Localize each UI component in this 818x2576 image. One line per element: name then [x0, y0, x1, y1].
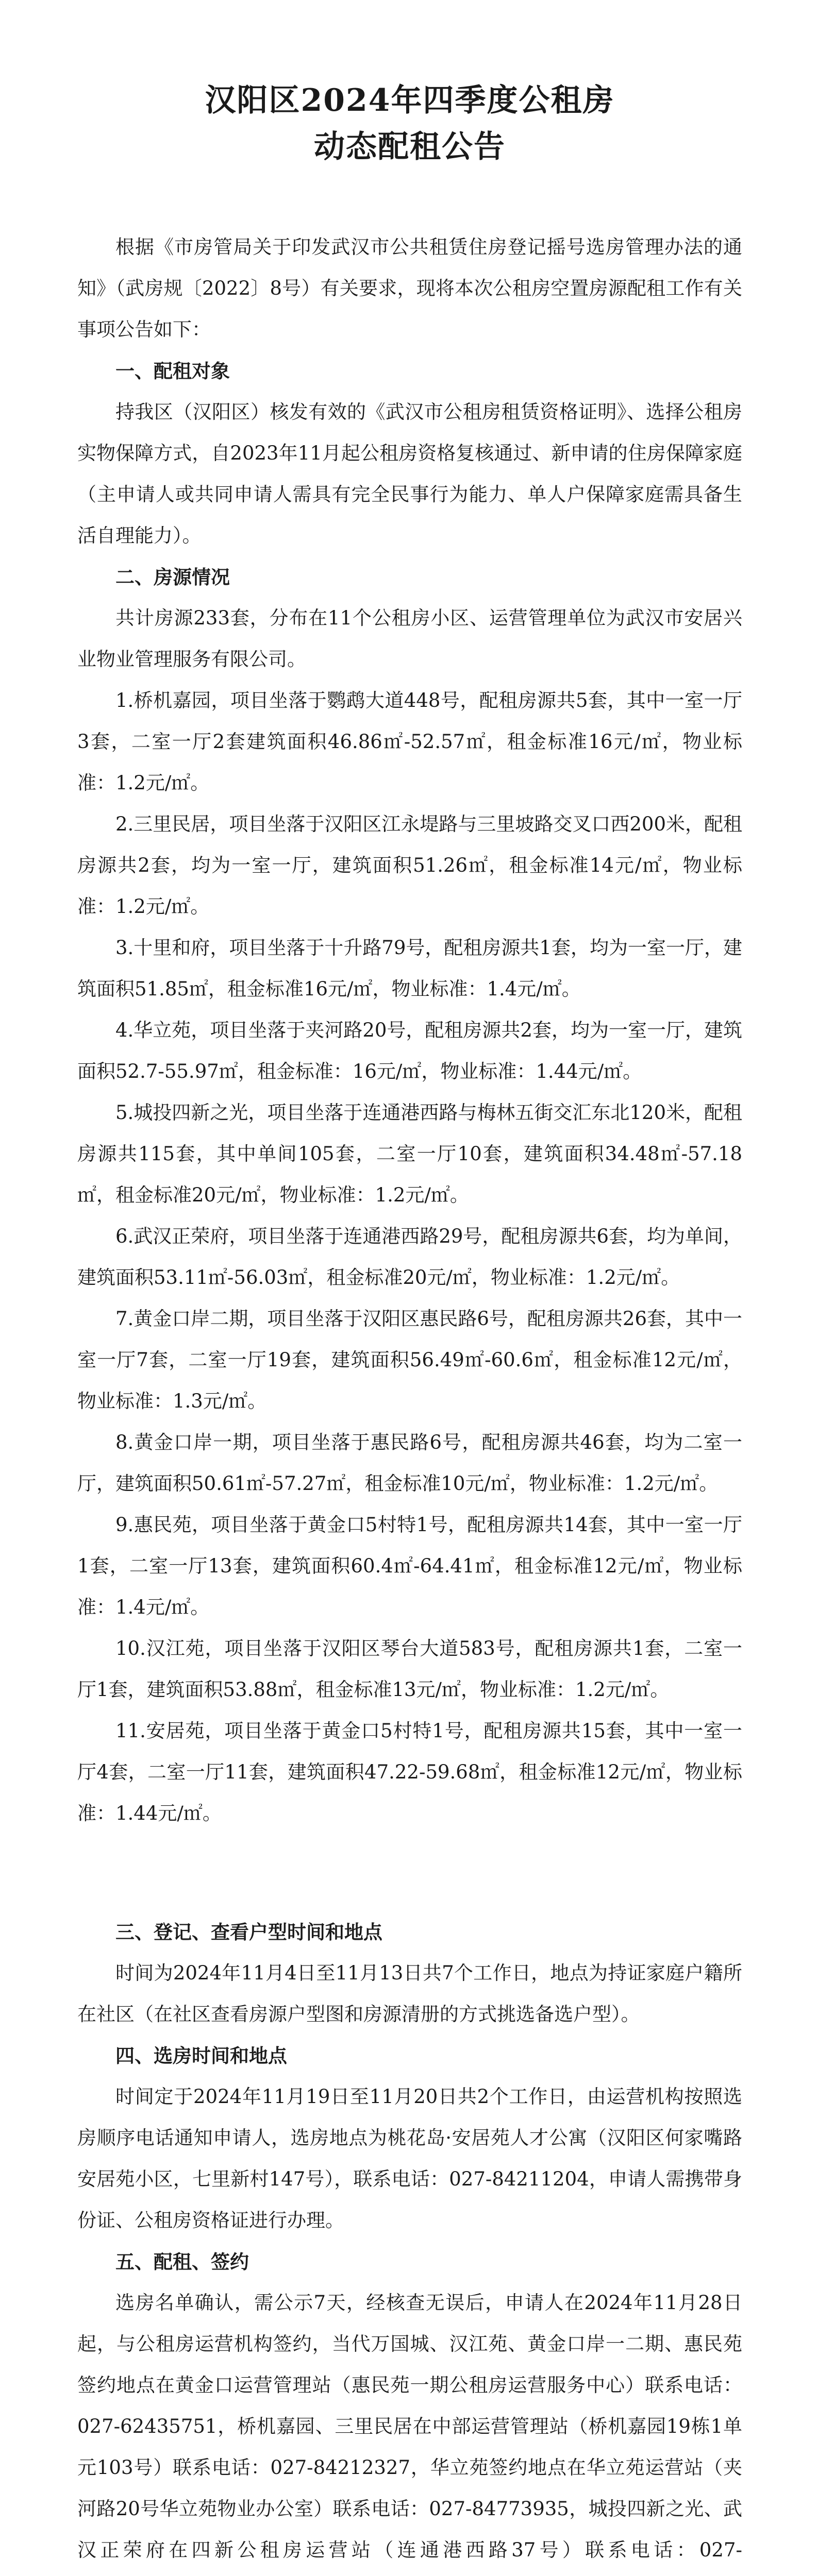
- title-line-2: 动态配租公告: [314, 129, 506, 165]
- project-item: 10.汉江苑，项目坐落于汉阳区琴台大道583号，配租房源共1套，二室一厅1套，建筑面积53.88㎡，租金标准13元/㎡，物业标准：1.2元/㎡。: [77, 1637, 742, 1701]
- project-item: 8.黄金口岸一期，项目坐落于惠民路6号，配租房源共46套，均为二室一厅，建筑面积50.61㎡-57.27㎡，租金标准10元/㎡，物业标准：1.2元/㎡。: [77, 1431, 742, 1495]
- project-item: 11.安居苑，项目坐落于黄金口5村特1号，配租房源共15套，其中一室一厅4套，二室一厅11套，建筑面积47.22-59.68㎡，租金标准12元/㎡，物业标准：1.44元/㎡。: [77, 1720, 742, 1824]
- section-heading: 一、配租对象: [115, 360, 230, 382]
- project-item: 3.十里和府，项目坐落于十升路79号，配租房源共1套，均为一室一厅，建筑面积51.85㎡，租金标准16元/㎡，物业标准：1.4元/㎡。: [77, 937, 742, 1000]
- section-signing: [77, 2241, 742, 2576]
- section-paragraph: 持我区（汉阳区）核发有效的《武汉市公租房租赁资格证明》、选择公租房实物保障方式，自2023年11月起公租房资格复核通过、新申请的住房保障家庭（主申请人或共同申请人需具有完全民事行为能力、单人户保障家庭需具备生活自理能力）。: [77, 401, 742, 547]
- section-housing: [77, 556, 742, 1834]
- project-item: 6.武汉正荣府，项目坐落于连通港西路29号，配租房源共6套，均为单间，建筑面积53.11㎡-56.03㎡，租金标准20元/㎡，物业标准：1.2元/㎡。: [77, 1225, 742, 1289]
- project-item: 9.惠民苑，项目坐落于黄金口5村特1号，配租房源共14套，其中一室一厅1套，二室一厅13套，建筑面积60.4㎡-64.41㎡，租金标准12元/㎡，物业标准：1.4元/㎡。: [77, 1514, 742, 1618]
- section-target: [77, 350, 742, 556]
- project-item: 4.华立苑，项目坐落于夹河路20号，配租房源共2套，均为一室一厅，建筑面积52.7-55.97㎡，租金标准：16元/㎡，物业标准：1.44元/㎡。: [77, 1019, 742, 1082]
- section-registration: [77, 1911, 742, 2035]
- title-line-1: 汉阳区2024年四季度公租房: [205, 82, 615, 118]
- section-paragraph: 选房名单确认，需公示7天，经核查无误后，申请人在2024年11月28日起，与公租房运营机构签约，当代万国城、汉江苑、黄金口岸一二期、惠民苑签约地点在黄金口运营管理站（惠民苑一期公租房运营服务中心）联系电话：027-62435751，桥机嘉园、三里民居在中部运营管理站（桥机嘉园19栋1单元103号）联系电话：027-84212327，华立苑签约地点在华立苑运营站（夹河路20号华立苑物业办公室）联系电话：027-84773935，城投四新之光、武汉正荣府在四新公租房运营站（连通港西路37号）联系电话：027-: [77, 2292, 742, 2561]
- notice-title: [77, 77, 742, 170]
- section-heading: 二、房源情况: [115, 566, 230, 588]
- intro-block: [77, 227, 742, 350]
- section-paragraph: 时间为2024年11月4日至11月13日共7个工作日，地点为持证家庭户籍所在社区（在社区查看房源户型图和房源清册的方式挑选备选户型）。: [77, 1962, 742, 2025]
- notice-page: [77, 77, 742, 2576]
- blank-gap: [77, 1834, 742, 1911]
- section-selection: [77, 2035, 742, 2241]
- project-item: 1.桥机嘉园，项目坐落于鹦鹉大道448号，配租房源共5套，其中一室一厅3套，二室一厅2套建筑面积46.86㎡-52.57㎡，租金标准16元/㎡，物业标准：1.2元/㎡。: [77, 689, 742, 794]
- project-item: 2.三里民居，项目坐落于汉阳区江永堤路与三里坡路交叉口西200米，配租房源共2套，均为一室一厅，建筑面积51.26㎡，租金标准14元/㎡，物业标准：1.2元/㎡。: [77, 813, 742, 918]
- section-heading: 三、登记、查看户型时间和地点: [115, 1921, 382, 1943]
- section-heading: 五、配租、签约: [115, 2250, 249, 2273]
- project-item: 5.城投四新之光，项目坐落于连通港西路与梅林五街交汇东北120米，配租房源共115套，其中单间105套，二室一厅10套，建筑面积34.48㎡-57.18㎡，租金标准20元/㎡，物业标准：1.2元/㎡。: [77, 1101, 742, 1206]
- section-paragraph: 共计房源233套，分布在11个公租房小区、运营管理单位为武汉市安居兴业物业管理服务有限公司。: [77, 607, 742, 670]
- intro-paragraph: 根据《市房管局关于印发武汉市公共租赁住房登记摇号选房管理办法的通知》（武房规〔2022〕8号）有关要求，现将本次公租房空置房源配租工作有关事项公告如下：: [77, 236, 742, 341]
- section-paragraph: 时间定于2024年11月19日至11月20日共2个工作日，由运营机构按照选房顺序电话通知申请人，选房地点为桃花岛·安居苑人才公寓（汉阳区何家嘴路安居苑小区，七里新村147号），联系电话：027-84211204，申请人需携带身份证、公租房资格证进行办理。: [77, 2086, 742, 2231]
- project-item: 7.黄金口岸二期，项目坐落于汉阳区惠民路6号，配租房源共26套，其中一室一厅7套，二室一厅19套，建筑面积56.49㎡-60.6㎡，租金标准12元/㎡，物业标准：1.3元/㎡。: [77, 1308, 742, 1412]
- section-heading: 四、选房时间和地点: [115, 2044, 287, 2067]
